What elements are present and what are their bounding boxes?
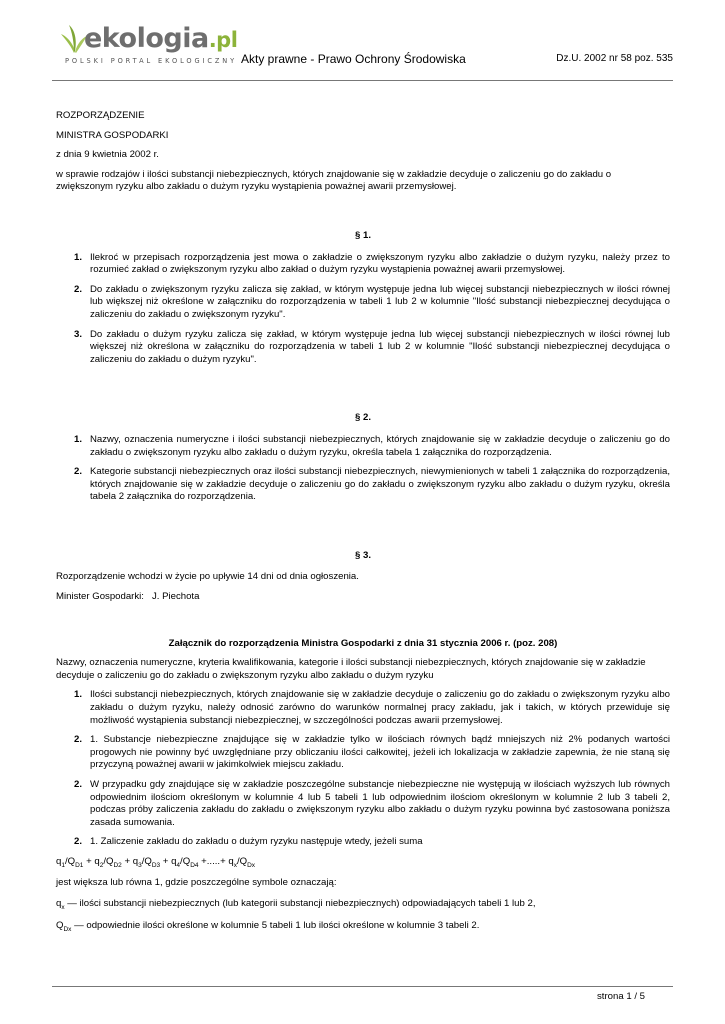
definition-qdx: $Q_{Dx}$ — odpowiednie ilości określone w kolumnie 5 tabeli 1 lub ilości określone w kolumnie 3 tabeli 2. — [56, 919, 480, 933]
summation-formula: $q_1/Q_{D1} + q_2/Q_{D2} + q_3/Q_{D3} + q_4/Q_{D4}$ +.....+ $q_x/Q_{Dx}$ — [56, 855, 256, 869]
section-1-mark: § 1. — [354, 229, 371, 241]
definition-qx: $q_x$ — ilości substancji niebezpiecznych (lub kategorii substancji niebezpiecznych) odpowiadających tabeli 1 lub 2, — [56, 898, 536, 912]
journal-reference: Dz.U. 2002 nr 58 poz. 535 — [556, 53, 673, 64]
annex-intro: Nazwy, oznaczenia numeryczne, kryteria kwalifikowania, kategorie i ilości substancji niebezpiecznych, których znajdowanie się w zakładzie decyduje o zaliczeniu go do zakładu o zwiększonym ryzyku albo zakładu o dużym ryzyku — [56, 657, 646, 681]
entry-into-force: Rozporządzenie wchodzi w życie po upływie 14 dni od dnia ogłoszenia. — [56, 571, 359, 583]
annex-title: Załącznik do rozporządzenia Ministra Gospodarki z dnia 31 stycznia 2006 r. (poz. 208) — [168, 637, 558, 649]
section-1-list — [56, 252, 670, 367]
list-item: 2. Kategorie substancji niebezpiecznych oraz ilości substancji niebezpiecznych, niewymienionych w tabeli 1 załącznika do rozporządzenia, których znajdowanie się w zakładzie decyduje o zaliczeniu go do zakładu o zwiększonym ryzyku albo zakładu o dużym ryzyku, określa tabela 2 załącznika do rozporządzenia. — [74, 466, 670, 503]
act-type: ROZPORZĄDZENIE — [56, 110, 145, 121]
act-issuer: MINISTRA GOSPODARKI — [56, 129, 169, 141]
annex-list — [56, 689, 670, 849]
page-header — [0, 0, 725, 80]
section-2-mark: § 2. — [354, 412, 371, 424]
ekologia-logo[interactable] — [60, 22, 238, 70]
act-date: z dnia 9 kwietnia 2002 r. — [56, 149, 159, 161]
list-item: 1. Ilekroć w przepisach rozporządzenia jest mowa o zakładzie o zwiększonym ryzyku albo zakładzie o dużym ryzyku, należy przez to rozumieć zakład o zwiększonym ryzyku albo zakład o dużym ryzyku wystąpienia poważnej awarii przemysłowej. — [74, 251, 670, 276]
list-item: 2. W przypadku gdy znajdujące się w zakładzie poszczególne substancje niebezpieczne nie występują w ilościach wyższych lub równych odpowiednim ilościom określonym w kolumnie 4 lub 5 tabeli 1 lub odpowiednim ilościom określonym w kolumnie 2 lub 3 tabeli 2, podczas próby zaliczenia zakładu do zakładu o zwiększonym ryzyku albo zakładu o dużym ryzyku powinna być zastosowana poniższa zasada sumowania. — [74, 779, 670, 828]
minister-signature: Minister Gospodarki: J. Piechota — [56, 591, 200, 603]
formula-condition: jest większa lub równa 1, gdzie poszczególne symbole oznaczają: — [56, 876, 337, 888]
footer-divider — [52, 986, 673, 987]
logo-tagline: POLSKI PORTAL EKOLOGICZNY — [65, 57, 238, 65]
logo-wordmark: ekologia.pl — [84, 23, 238, 54]
header-title: Akty prawne - Prawo Ochrony Środowiska — [241, 52, 466, 66]
section-3-mark: § 3. — [354, 549, 371, 561]
list-item: 2. 1. Zaliczenie zakładu do zakładu o dużym ryzyku następuje wtedy, jeżeli suma — [74, 836, 423, 848]
document-body — [56, 110, 670, 939]
header-divider — [52, 80, 673, 81]
list-item: 1. Ilości substancji niebezpiecznych, których znajdowanie się w zakładzie decyduje o zaliczeniu go do zakładu o zwiększonym ryzyku albo zakładu o dużym ryzyku, należy odnosić zarówno do warunków normalnej pracy zakładu, jak i takich, w których przewiduje się możliwość wystąpienia substancji niebezpiecznej, w szczególności podczas awarii przemysłowej. — [74, 689, 670, 726]
section-2-list — [56, 434, 670, 504]
list-item: 2. 1. Substancje niebezpieczne znajdujące się w zakładzie tylko w ilościach równych bądź mniejszych niż 2% podanych wartości progowych nie powinny być uwzględniane przy obliczaniu ilości całkowitej, jeżeli ich lokalizacja w zakładzie zapewnia, że nie staną się przyczyną poważnej awarii w jakimkolwiek miejscu zakładu. — [74, 734, 670, 771]
list-item: 1. Nazwy, oznaczenia numeryczne i ilości substancji niebezpiecznych, których znajdowanie się w zakładzie decyduje o zaliczeniu go do zakładu o zwiększonym ryzyku albo zakładu o dużym ryzyku, określa tabela 1 załącznika do rozporządzenia. — [74, 433, 670, 458]
act-subject: w sprawie rodzajów i ilości substancji niebezpiecznych, których znajdowanie się w zakładzie decyduje o zaliczeniu go do zakładu o zwiększonym ryzyku albo zakładu o dużym ryzyku wystąpienia poważnej awarii przemysłowej. — [56, 168, 612, 193]
page-number: strona 1 / 5 — [597, 991, 645, 1002]
list-item: 3. Do zakładu o dużym ryzyku zalicza się zakład, w którym występuje jedna lub więcej substancji niebezpiecznych w ilości równej lub większej niż określona w załączniku do rozporządzenia w tabeli 1 lub 2 w kolumnie "Ilość substancji niebezpiecznej decydująca o zaliczeniu do zakładu o dużym ryzyku". — [74, 328, 670, 365]
list-item: 2. Do zakładu o zwiększonym ryzyku zalicza się zakład, w którym występuje jedna lub więcej substancji niebezpiecznych w ilości równej lub większej niż określone w załączniku do rozporządzenia w tabeli 1 lub 2 w kolumnie "Ilość substancji niebezpiecznej decydująca o zaliczeniu do zakładu o zwiększonym ryzyku". — [74, 283, 670, 320]
